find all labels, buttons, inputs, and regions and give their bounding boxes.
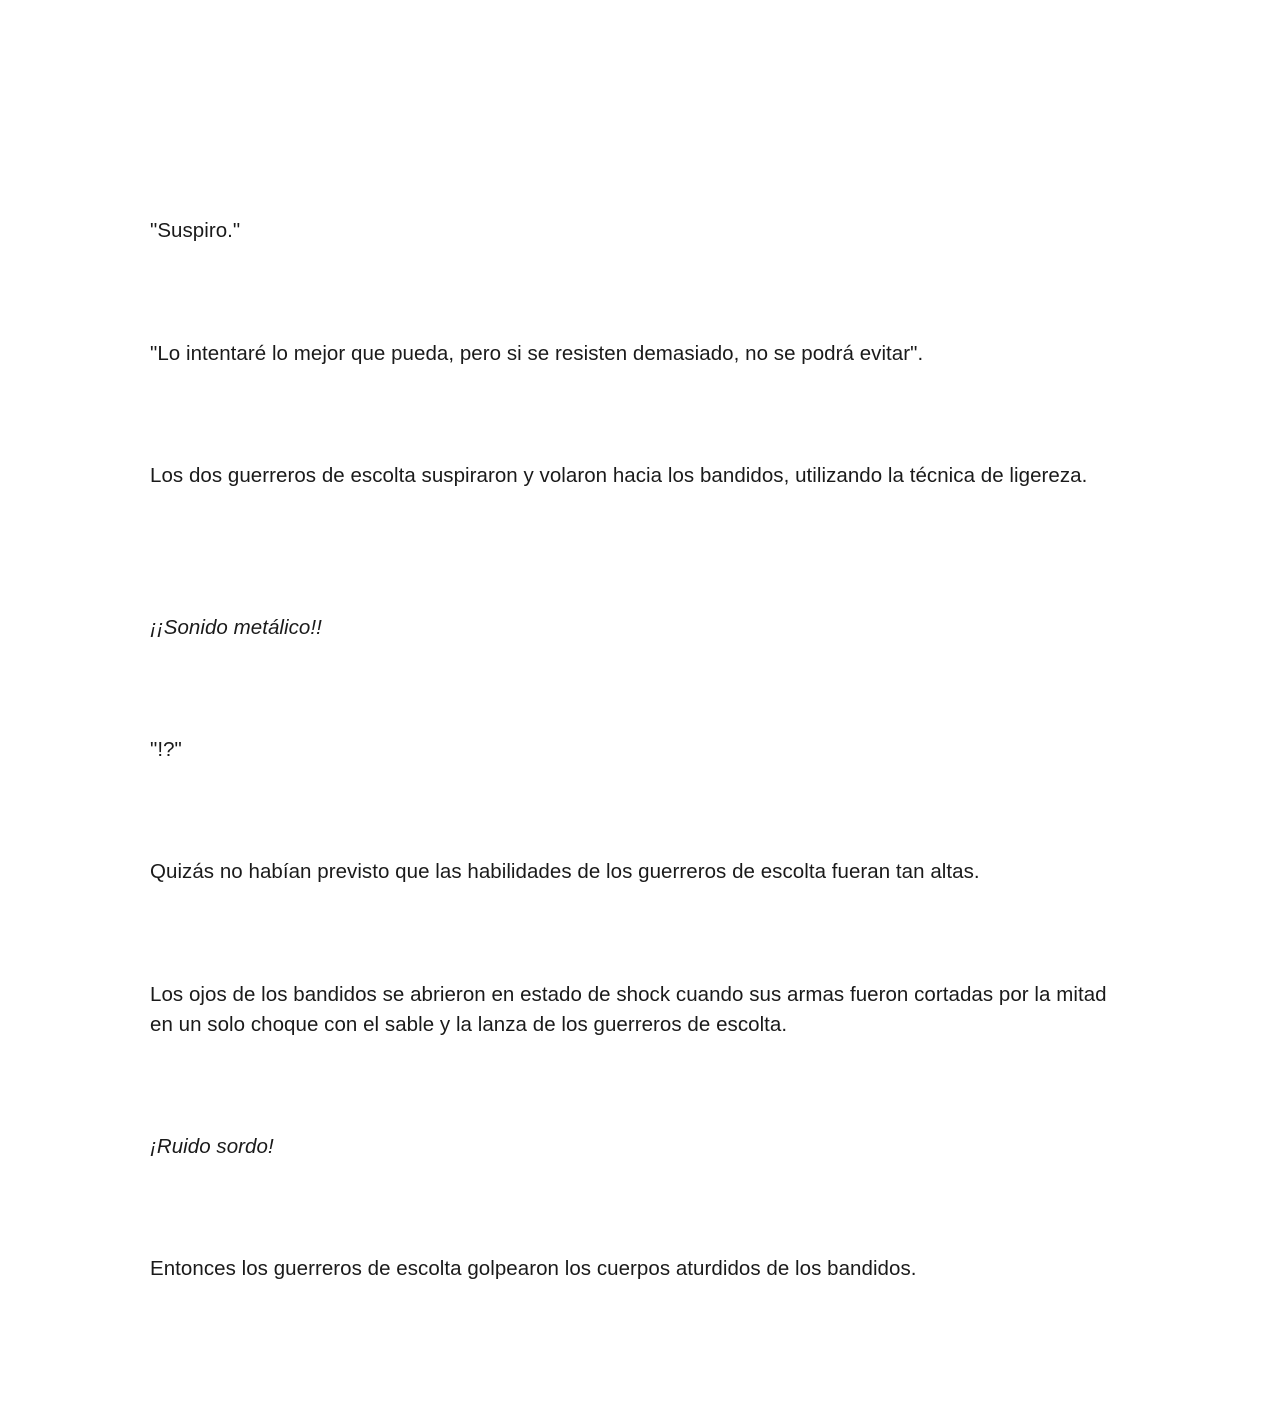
- paragraph-sigh: "Suspiro.": [150, 219, 241, 242]
- paragraph-strike-bodies: Entonces los guerreros de escolta golpearon los cuerpos aturdidos de los bandidos.: [150, 1257, 917, 1280]
- paragraph-weapons-cut: Los ojos de los bandidos se abrieron en estado de shock cuando sus armas fueron cortadas por la mitad en un solo choque con el sable y la lanza de los guerreros de escolta.: [150, 983, 1107, 1036]
- paragraph-dialogue-try-best: "Lo intentaré lo mejor que pueda, pero si se resisten demasiado, no se podrá evitar".: [150, 342, 924, 365]
- paragraph-sfx-thud: ¡Ruido sordo!: [150, 1135, 274, 1158]
- paragraph-escort-warriors-fly: Los dos guerreros de escolta suspiraron y volaron hacia los bandidos, utilizando la técnica de ligereza.: [150, 464, 1088, 487]
- paragraph-sfx-metallic: ¡¡Sonido metálico!!: [150, 616, 322, 639]
- paragraph-surprise: "!?": [150, 738, 182, 761]
- paragraph-skills-high: Quizás no habían previsto que las habilidades de los guerreros de escolta fueran tan altas.: [150, 860, 980, 883]
